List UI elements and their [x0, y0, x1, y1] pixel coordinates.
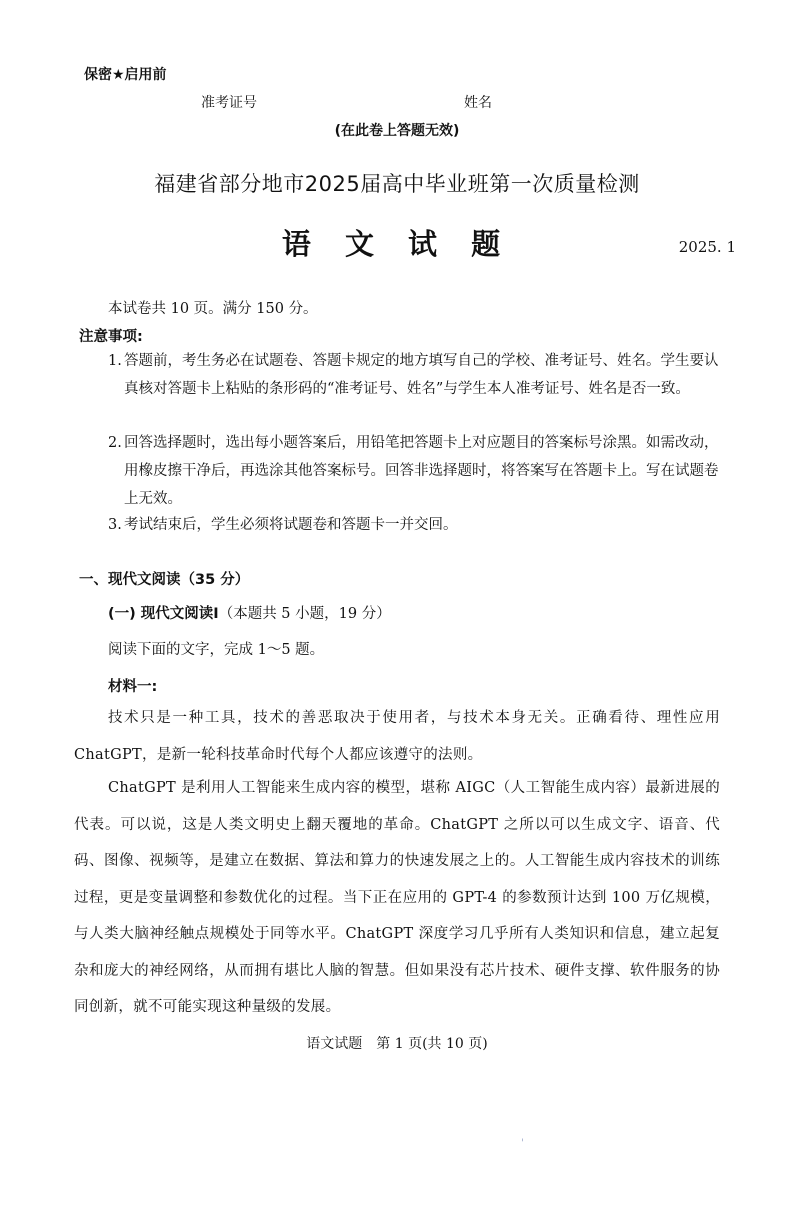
notice-item-1	[108, 347, 720, 403]
notice-item-3	[108, 511, 720, 539]
notice-item-2	[108, 429, 720, 513]
name-label: 姓名	[464, 95, 492, 111]
section-heading: 一、现代文阅读（35 分）	[79, 572, 250, 588]
subject-title: 语 文 试 题	[281, 227, 513, 261]
sub-section-heading	[108, 602, 391, 623]
notice-item-number: 2.	[108, 435, 122, 451]
material-label: 材料一:	[108, 679, 158, 695]
notice-item-number: 1.	[108, 353, 122, 369]
intro-text: 本试卷共 10 页。满分 150 分。	[108, 301, 318, 317]
exam-title: 福建省部分地市2025届高中毕业班第一次质量检测	[154, 172, 640, 196]
exam-date: 2025. 1	[678, 238, 736, 256]
exam-number-label: 准考证号	[201, 95, 257, 111]
sub-section-note: （本题共 5 小题，19 分）	[218, 606, 391, 622]
invalid-note: (在此卷上答题无效)	[334, 123, 460, 139]
notice-item-number: 3.	[108, 517, 122, 533]
notice-item-text: 考试结束后，学生必须将试题卷和答题卡一并交回。	[124, 517, 458, 533]
page-footer: 语文试题 第 1 页(共 10 页)	[306, 1036, 488, 1052]
notice-item-text: 答题前，考生务必在试题卷、答题卡规定的地方填写自己的学校、准考证号、姓名。学生要认真核对答题卡上粘贴的条形码的“准考证号、姓名”与学生本人准考证号、姓名是否一致。	[124, 353, 719, 397]
material-paragraph: ChatGPT 是利用人工智能来生成内容的模型，堪称 AIGC（人工智能生成内容）最新进展的代表。可以说，这是人类文明史上翻天覆地的革命。ChatGPT 之所以可以生成文字、语音、代码、图像、视频等，是建立在数据、算法和算力的快速发展之上的。人工智能生成内容技术的训练过程，更是变量调整和参数优化的过程。当下正在应用的 GPT-4 的参数预计达到 100 万亿规模，与人类大脑神经触点规模处于同等水平。ChatGPT 深度学习几乎所有人类知识和信息，建立起复杂和庞大的神经网络，从而拥有堪比人脑的智慧。但如果没有芯片技术、硬件支撑、软件服务的协同创新，就不可能实现这种量级的发展。	[74, 780, 720, 1015]
confidential-label: 保密★启用前	[84, 67, 167, 83]
notice-heading: 注意事项:	[79, 329, 143, 345]
stray-mark: '	[521, 1138, 524, 1149]
sub-section-title: (一) 现代文阅读Ⅰ	[108, 606, 219, 622]
material-paragraph: 技术只是一种工具，技术的善恶取决于使用者，与技术本身无关。正确看待、理性应用ChatGPT，是新一轮科技革命时代每个人都应该遵守的法则。	[74, 710, 720, 763]
notice-item-text: 回答选择题时，选出每小题答案后，用铅笔把答题卡上对应题目的答案标号涂黑。如需改动，用橡皮擦干净后，再选涂其他答案标号。回答非选择题时，将答案写在答题卡上。写在试题卷上无效。	[124, 435, 719, 507]
reading-instruction: 阅读下面的文字，完成 1～5 题。	[108, 642, 325, 658]
